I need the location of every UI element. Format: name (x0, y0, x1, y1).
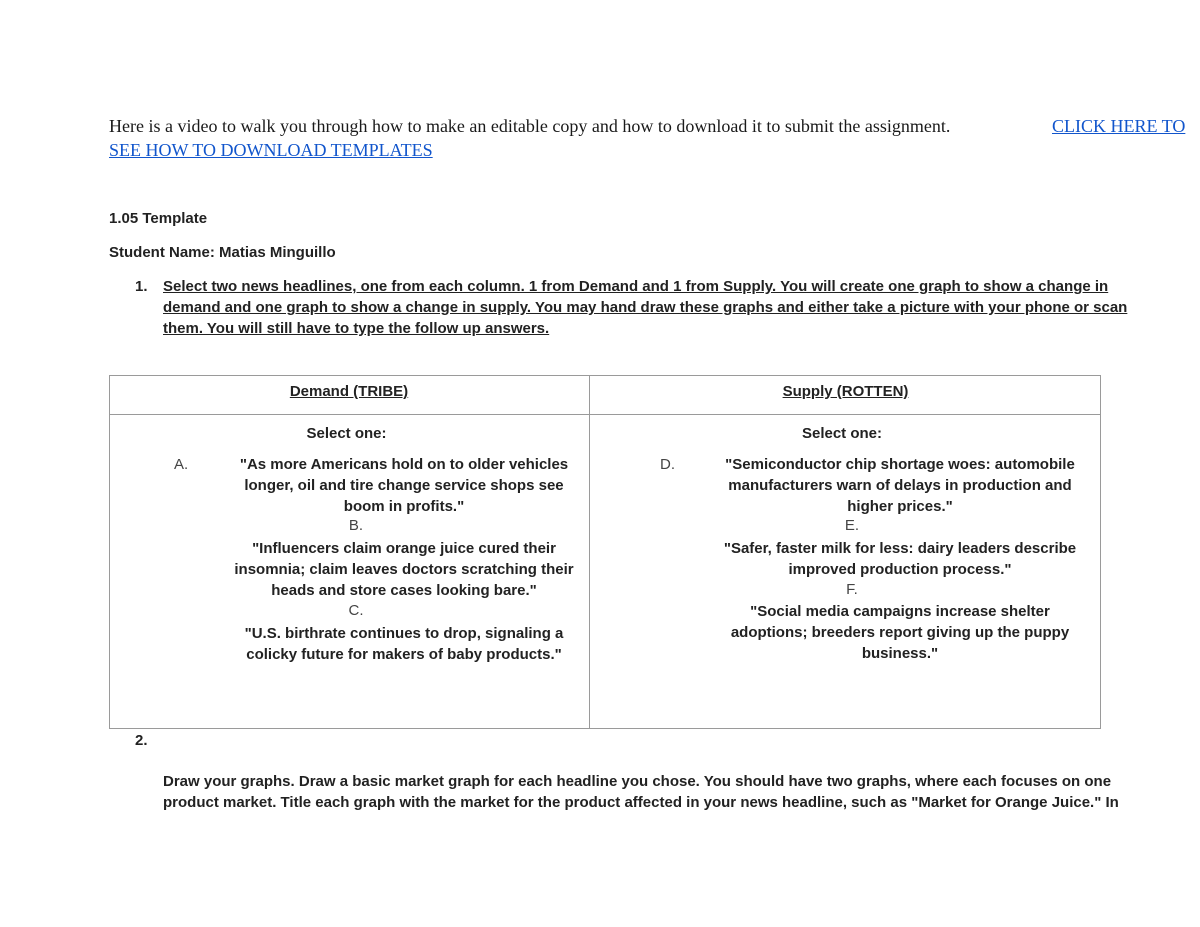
question1-text (163, 276, 1127, 339)
headline-line: colicky future for makers of baby products." (246, 646, 562, 663)
headline-line: "Influencers claim orange juice cured their (252, 540, 556, 557)
headline-line: boom in profits." (343, 498, 465, 515)
question2-text (163, 771, 1119, 813)
intro-sentence: Here is a video to walk you through how to make an editable copy and how to download it to submit the assignment. (109, 116, 951, 136)
option-e-letter: E. (844, 517, 860, 534)
question2-line: Draw your graphs. Draw a basic market graph for each headline you chose. You should have two graphs, where each focuses on one (163, 773, 1112, 790)
headline-line: improved production process." (788, 561, 1012, 578)
option-a-headline[interactable] (218, 454, 590, 517)
question2-line: product market. Title each graph with the market for the product affected in your news headline, such as "Market for Orange Juice." In (163, 794, 1119, 811)
headline-line: adoptions; breeders report giving up the puppy (730, 624, 1070, 641)
question1-number: 1. (135, 278, 148, 295)
headline-line: insomnia; claim leaves doctors scratching their (234, 561, 574, 578)
option-c-headline[interactable] (218, 623, 590, 665)
intro-text (109, 114, 950, 138)
headline-line: manufacturers warn of delays in production and (728, 477, 1072, 494)
headline-line: longer, oil and tire change service shops see (244, 477, 564, 494)
supply-select-label: Select one: (801, 425, 883, 442)
headline-line: business." (861, 645, 939, 662)
headline-line: higher prices." (847, 498, 953, 515)
headline-line: heads and store cases looking bare." (271, 582, 537, 599)
headline-line: "Semiconductor chip shortage woes: automobile (725, 456, 1075, 473)
question2-number: 2. (135, 732, 148, 749)
demand-select-label: Select one: (306, 425, 387, 442)
option-d-letter: D. (660, 456, 675, 473)
download-templates-link-part2[interactable]: SEE HOW TO DOWNLOAD TEMPLATES (109, 140, 433, 160)
question1-line: demand and one graph to show a change in supply. You may hand draw these graphs and either take a picture with your phone or scan (163, 299, 1128, 316)
option-f-headline[interactable] (704, 601, 1096, 664)
option-d-headline[interactable] (704, 454, 1096, 517)
table-header-divider (109, 414, 1101, 415)
supply-header: Supply (ROTTEN) (782, 383, 909, 400)
demand-header: Demand (TRIBE) (289, 383, 409, 400)
option-c-letter: C. (348, 602, 364, 619)
option-a-letter: A. (174, 456, 189, 473)
headline-line: "As more Americans hold on to older vehicles (239, 456, 569, 473)
student-name: Student Name: Matias Minguillo (109, 244, 336, 261)
question1-line: Select two news headlines, one from each column. 1 from Demand and 1 from Supply. You will create one graph to show a change in (163, 278, 1109, 295)
headline-line: "Social media campaigns increase shelter (750, 603, 1050, 620)
option-b-letter: B. (348, 517, 364, 534)
download-templates-link-part1[interactable]: CLICK HERE TO (1052, 116, 1186, 136)
option-f-letter: F. (846, 581, 858, 598)
question1-line: them. You will still have to type the follow up answers. (163, 320, 550, 337)
headline-line: "U.S. birthrate continues to drop, signaling a (244, 625, 564, 642)
option-e-headline[interactable] (704, 538, 1096, 580)
option-b-headline[interactable] (218, 538, 590, 601)
template-title: 1.05 Template (109, 210, 208, 227)
headline-line: "Safer, faster milk for less: dairy leaders describe (723, 540, 1077, 557)
